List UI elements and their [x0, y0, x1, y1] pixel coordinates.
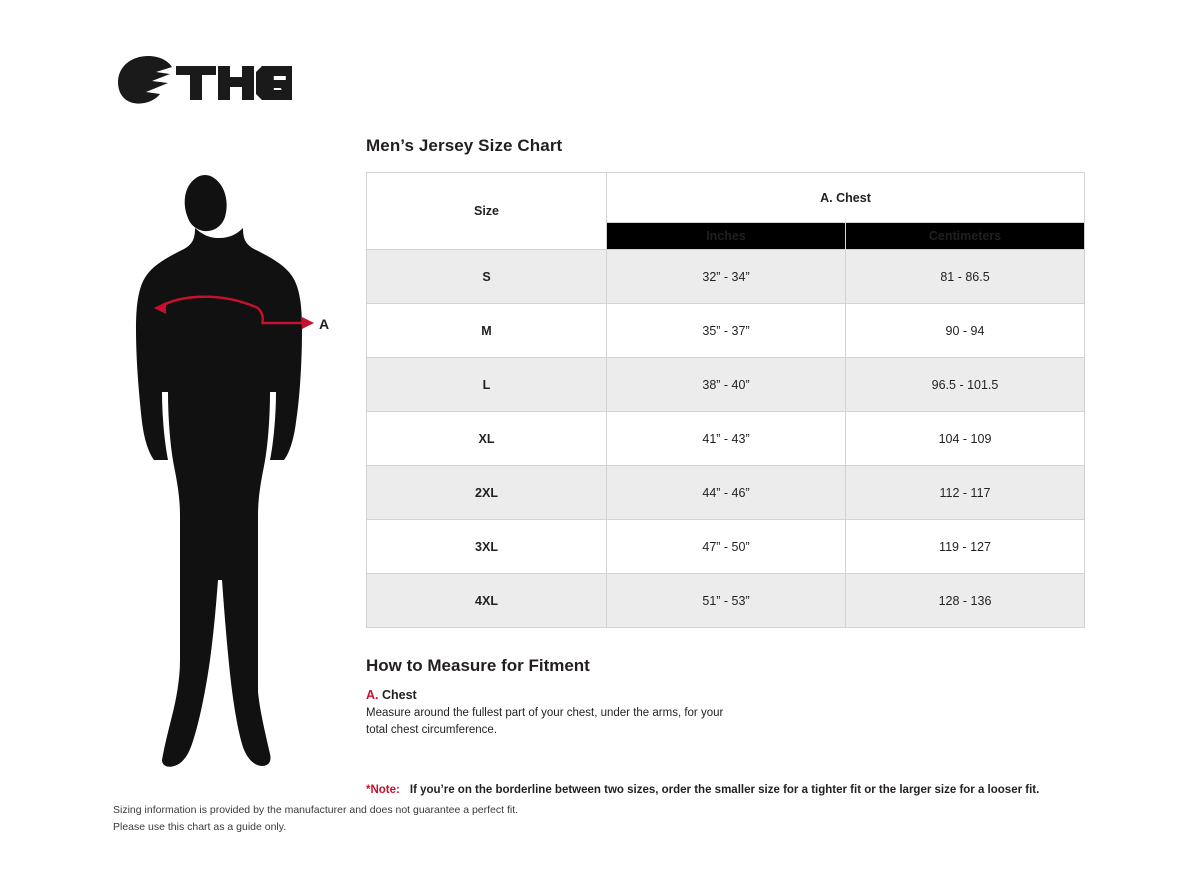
page-title: Men’s Jersey Size Chart: [366, 136, 563, 155]
table-row: [367, 520, 1085, 574]
measure-description-line2: total chest circumference.: [366, 723, 498, 736]
cell-inches: 41” - 43”: [607, 412, 846, 466]
table-row: [367, 250, 1085, 304]
cell-centimeters: 128 - 136: [846, 574, 1085, 628]
note: [366, 784, 1086, 796]
body-figure: [110, 160, 340, 770]
cell-centimeters: 104 - 109: [846, 412, 1085, 466]
note-tag: *Note:: [366, 784, 400, 797]
thor-logo: [112, 52, 292, 108]
how-to-measure-title: How to Measure for Fitment: [366, 656, 590, 675]
cell-size: XL: [367, 412, 607, 466]
cell-size: L: [367, 358, 607, 412]
arrow-head-right-icon: [302, 317, 314, 329]
table-row: [367, 358, 1085, 412]
cell-centimeters: 96.5 - 101.5: [846, 358, 1085, 412]
cell-size: M: [367, 304, 607, 358]
content-column: [366, 136, 1086, 796]
footer-line-2: Please use this chart as a guide only.: [113, 820, 287, 833]
column-header-chest-group: A. Chest: [607, 173, 1085, 223]
table-row: [367, 412, 1085, 466]
figure-callout-label: A: [319, 316, 330, 332]
cell-centimeters: 112 - 117: [846, 466, 1085, 520]
cell-inches: 44” - 46”: [607, 466, 846, 520]
footer-line-1: Sizing information is provided by the manufacturer and does not guarantee a perfect fit.: [113, 804, 519, 816]
measure-description-line1: Measure around the fullest part of your chest, under the arms, for your: [366, 707, 724, 719]
footer-disclaimer: [113, 802, 518, 836]
cell-inches: 32” - 34”: [607, 250, 846, 304]
measure-description: [366, 705, 1086, 738]
cell-centimeters: 90 - 94: [846, 304, 1085, 358]
cell-size: S: [367, 250, 607, 304]
cell-inches: 35” - 37”: [607, 304, 846, 358]
measure-item-label: [366, 688, 1086, 702]
male-body-silhouette-icon: [136, 175, 302, 767]
column-header-size: Size: [367, 173, 607, 250]
cell-inches: 47” - 50”: [607, 520, 846, 574]
table-row: [367, 304, 1085, 358]
cell-size: 2XL: [367, 466, 607, 520]
cell-inches: 51” - 53”: [607, 574, 846, 628]
table-row: [367, 574, 1085, 628]
cell-centimeters: 81 - 86.5: [846, 250, 1085, 304]
measure-letter: A.: [366, 688, 379, 702]
column-header-centimeters: Centimeters: [846, 223, 1085, 250]
cell-inches: 38” - 40”: [607, 358, 846, 412]
column-header-inches: Inches: [607, 223, 846, 250]
table-row: [367, 466, 1085, 520]
note-text: If you’re on the borderline between two sizes, order the smaller size for a tighter fit or the larger size for a looser fit.: [409, 784, 1040, 797]
cell-size: 4XL: [367, 574, 607, 628]
size-chart-table: [366, 172, 1085, 628]
measure-name: Chest: [381, 688, 417, 702]
cell-size: 3XL: [367, 520, 607, 574]
cell-centimeters: 119 - 127: [846, 520, 1085, 574]
thor-helmet-icon: [112, 52, 292, 108]
